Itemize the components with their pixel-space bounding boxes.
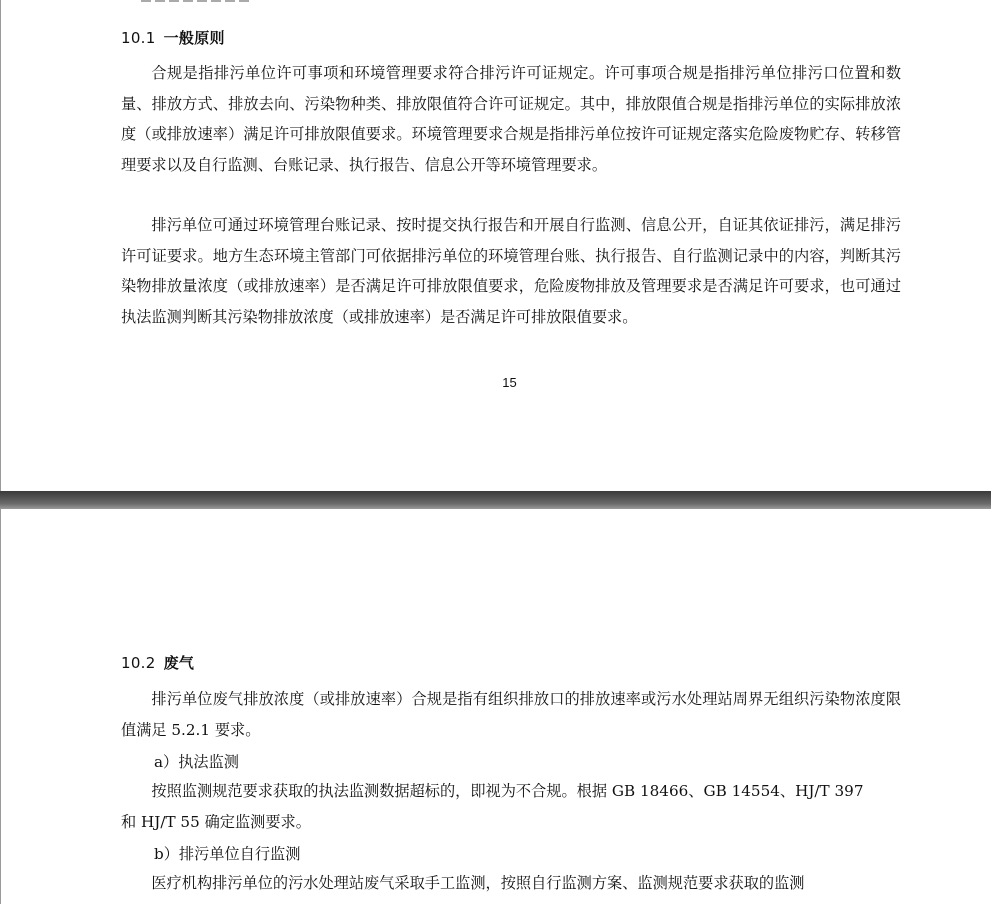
section-number: 10.1	[121, 29, 156, 47]
item-a-text-line2: 和 HJ/T 55 确定监测要求。	[121, 813, 311, 831]
document-page-2	[0, 509, 991, 904]
item-a-label: a）执法监测	[154, 753, 239, 771]
paragraph-self-certification: 排污单位可通过环境管理台账记录、按时提交执行报告和开展自行监测、信息公开，自证其依证排污，满足排污许可证要求。地方生态环境主管部门可依据排污单位的环境管理台账、执行报告、自行监测记录中的内容，判断其污染物排放量浓度（或排放速率）是否满足许可排放限值要求，危险废物排放及管理要求是否满足许可要求，也可通过执法监测判断其污染物排放浓度（或排放速率）是否满足许可排放限值要求。	[121, 216, 901, 326]
section-number: 10.2	[121, 654, 156, 672]
item-b-text: 医疗机构排污单位的污水处理站废气采取手工监测，按照自行监测方案、监测规范要求获取的监测	[151, 874, 805, 892]
clipped-previous-text	[141, 0, 251, 4]
paragraph-compliance-definition: 合规是指排污单位许可事项和环境管理要求符合排污许可证规定。许可事项合规是指排污单位排污口位置和数量、排放方式、排放去向、污染物种类、排放限值符合许可证规定。其中，排放限值合规是指排污单位的实际排放浓度（或排放速率）满足许可排放限值要求。环境管理要求合规是指排污单位按许可证规定落实危险废物贮存、转移管理要求以及自行监测、台账记录、执行报告、信息公开等环境管理要求。	[121, 64, 901, 174]
section-heading-10-1	[121, 27, 225, 48]
section-title: 一般原则	[163, 29, 225, 47]
section-heading-10-2	[121, 652, 194, 673]
item-a-text-line1: 按照监测规范要求获取的执法监测数据超标的，即视为不合规。根据 GB 18466、GB 14554、HJ/T 397	[151, 782, 864, 800]
paragraph-exhaust-compliance: 排污单位废气排放浓度（或排放速率）合规是指有组织排放口的排放速率或污水处理站周界无组织污染物浓度限值满足 5.2.1 要求。	[121, 690, 901, 739]
page-separator	[0, 491, 991, 509]
item-b-label: b）排污单位自行监测	[154, 845, 301, 863]
section-title: 废气	[163, 654, 195, 672]
page-number: 15	[502, 375, 517, 390]
